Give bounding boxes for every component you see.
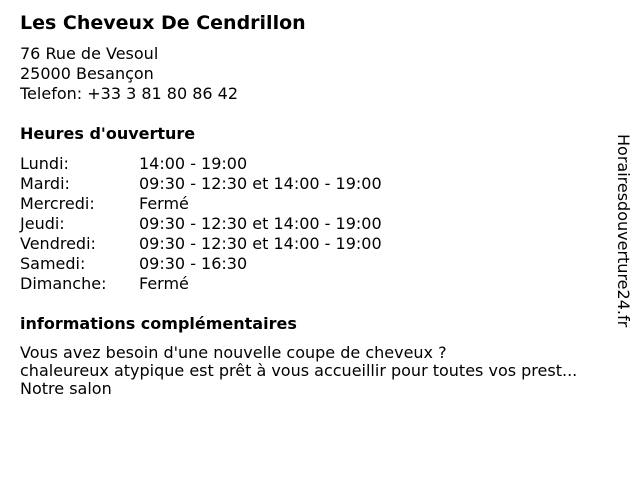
phone-number: Telefon: +33 3 81 80 86 42 <box>20 84 239 103</box>
street-address: 76 Rue de Vesoul <box>20 44 159 63</box>
day-label: Dimanche: <box>20 274 107 293</box>
city-postal-code: 25000 Besançon <box>20 64 154 83</box>
info-line: Vous avez besoin d'une nouvelle coupe de cheveux ? <box>20 344 447 362</box>
day-hours: 09:30 - 12:30 et 14:00 - 19:00 <box>139 234 382 253</box>
address-block <box>20 44 238 104</box>
business-name: Les Cheveux De Cendrillon <box>20 12 306 34</box>
info-line: Notre salon <box>20 380 112 398</box>
day-label: Samedi: <box>20 254 86 273</box>
info-line: chaleureux atypique est prêt à vous accueillir pour toutes vos prest... <box>20 362 578 380</box>
day-label: Mardi: <box>20 174 70 193</box>
day-hours: Fermé <box>139 274 189 293</box>
day-label: Vendredi: <box>20 234 96 253</box>
day-hours: 14:00 - 19:00 <box>139 154 248 173</box>
day-label: Mercredi: <box>20 194 95 213</box>
day-hours: 09:30 - 12:30 et 14:00 - 19:00 <box>139 214 382 233</box>
day-hours: Fermé <box>139 194 189 213</box>
additional-info-heading: informations complémentaires <box>20 314 297 333</box>
opening-hours-heading: Heures d'ouverture <box>20 124 196 143</box>
day-hours: 09:30 - 12:30 et 14:00 - 19:00 <box>139 174 382 193</box>
day-hours: 09:30 - 16:30 <box>139 254 248 273</box>
site-watermark: Horairesdouverture24.fr <box>614 134 633 328</box>
day-label: Jeudi: <box>20 214 65 233</box>
day-label: Lundi: <box>20 154 69 173</box>
additional-info-text <box>20 344 626 398</box>
